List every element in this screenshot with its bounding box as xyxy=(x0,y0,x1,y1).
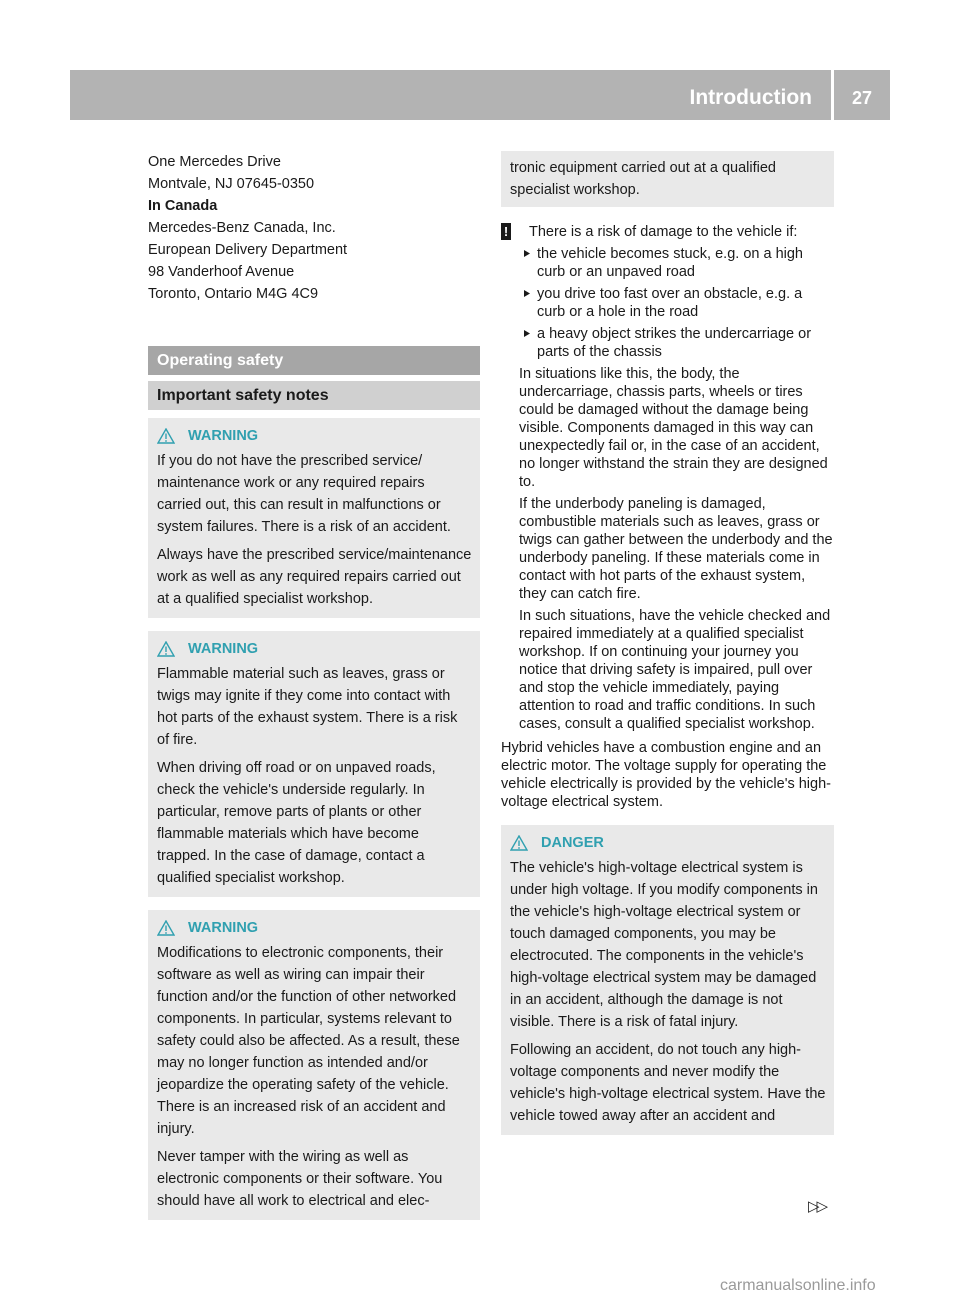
danger-title xyxy=(510,831,826,855)
list-item: the vehicle becomes stuck, e.g. on a high curb or an unpaved road xyxy=(523,245,834,281)
section-heading: Operating safety xyxy=(148,346,480,375)
warning-box xyxy=(148,910,480,1220)
address-line: Mercedes-Benz Canada, Inc. xyxy=(148,220,336,236)
warning-paragraph: Flammable material such as leaves, grass or twigs may ignite if they come into contact with hot parts of the exhaust system. There is a risk of fire. xyxy=(157,666,458,748)
address-line: One Mercedes Drive xyxy=(148,154,281,170)
subsection-heading: Important safety notes xyxy=(148,381,480,410)
warning-triangle-icon xyxy=(157,428,175,444)
warning-box xyxy=(148,418,480,618)
watermark: carmanualsonline.info xyxy=(720,1277,876,1294)
warning-triangle-icon xyxy=(510,835,528,851)
danger-paragraph: The vehicle's high-voltage electrical system is under high voltage. If you modify components in the vehicle's high-voltage electrical system or touch damaged components, you may be electrocuted. The components in the vehicle's high-voltage electrical system may be damaged in an accident, although the damage is not visible. There is a risk of fatal injury. xyxy=(510,860,818,1030)
address-line: 98 Vanderhoof Avenue xyxy=(148,264,295,280)
notice-paragraph: In situations like this, the body, the undercarriage, chassis parts, wheels or tires could be damaged without the damage being visible. Components damaged in this way can unexpectedly fail or, in the case of an accident, no longer withstand the strain they are designed to. xyxy=(519,366,828,490)
exclamation-icon: ! xyxy=(501,223,511,240)
hybrid-paragraph: Hybrid vehicles have a combustion engine and an electric motor. The voltage supply for operating the vehicle electrically is provided by the vehicle's high-voltage electrical system. xyxy=(501,740,831,810)
warning-paragraph: Modifications to electronic components, their software as well as wiring can impair their function and/or the function of other networked components. In particular, systems relevant to safety could also be affected. As a result, these may no longer function as intended and/or jeopardize the operating safety of the vehicle. There is an increased risk of an accident and injury. xyxy=(157,945,460,1137)
warning-triangle-icon xyxy=(157,920,175,936)
warning-title-text: WARNING xyxy=(188,428,259,444)
danger-title-text: DANGER xyxy=(541,835,604,851)
notice-paragraph: If the underbody paneling is damaged, combustible materials such as leaves, grass or twigs can gather between the underbody and the underbody paneling. If these materials come in contact with hot parts of the exhaust system, they can catch fire. xyxy=(519,496,833,602)
notice-intro: There is a risk of damage to the vehicle if: xyxy=(529,224,798,240)
notice-paragraph: In such situations, have the vehicle checked and repaired immediately at a qualified specialist workshop. If on continuing your journey you notice that driving safety is impaired, pull over and stop the vehicle immediately, paying attention to road and traffic conditions. In such cases, consult a qualified specialist workshop. xyxy=(519,608,831,732)
warning-title xyxy=(157,424,472,448)
warning-title xyxy=(157,637,472,661)
danger-box xyxy=(501,825,834,1135)
address-line: Montvale, NJ 07645-0350 xyxy=(148,176,315,192)
warning-title xyxy=(157,916,472,940)
warning-paragraph: Always have the prescribed service/maintenance work as well as any required repairs carried out at a qualified specialist workshop. xyxy=(157,547,472,607)
address-block xyxy=(148,151,480,305)
notice-block xyxy=(501,221,834,733)
warning-box xyxy=(148,631,480,897)
list-item: a heavy object strikes the undercarriage or parts of the chassis xyxy=(523,325,834,361)
warning-title-text: WARNING xyxy=(188,641,259,657)
warning-title-text: WARNING xyxy=(188,920,259,936)
warning-triangle-icon xyxy=(157,641,175,657)
warning-paragraph: Never tamper with the wiring as well as electronic components or their software. You should have all work to electrical and elec- xyxy=(157,1149,443,1209)
right-column xyxy=(501,151,834,1135)
header-page-number: 27 xyxy=(851,88,873,108)
page-header-bar xyxy=(70,70,890,120)
left-column xyxy=(148,151,480,1220)
danger-paragraph: Following an accident, do not touch any high-voltage components and never modify the vehicle's high-voltage electrical system. Have the vehicle towed away after an accident and xyxy=(510,1042,826,1124)
notice-body xyxy=(519,365,834,733)
address-line: European Delivery Department xyxy=(148,242,348,258)
warning-paragraph: When driving off road or on unpaved roads, check the vehicle's underside regularly. In particular, remove parts of plants or other flammable materials which have become trapped. In the case of damage, contact a qualified specialist workshop. xyxy=(157,760,436,886)
hybrid-paragraph-block xyxy=(501,739,834,811)
list-item: you drive too fast over an obstacle, e.g. a curb or a hole in the road xyxy=(523,285,834,321)
continued-warning-text: tronic equipment carried out at a qualified specialist workshop. xyxy=(510,160,776,198)
header-section-title: Introduction xyxy=(689,86,812,109)
canada-heading: In Canada xyxy=(148,198,218,214)
continue-arrows-icon: ▷▷ xyxy=(808,1198,826,1215)
notice-bullet-list xyxy=(523,245,834,361)
address-line: Toronto, Ontario M4G 4C9 xyxy=(148,286,319,302)
warning-paragraph: If you do not have the prescribed service/ maintenance work or any required repairs carried out, this can result in malfunctions or system failures. There is a risk of an accident. xyxy=(157,453,451,535)
continued-warning-box xyxy=(501,151,834,207)
